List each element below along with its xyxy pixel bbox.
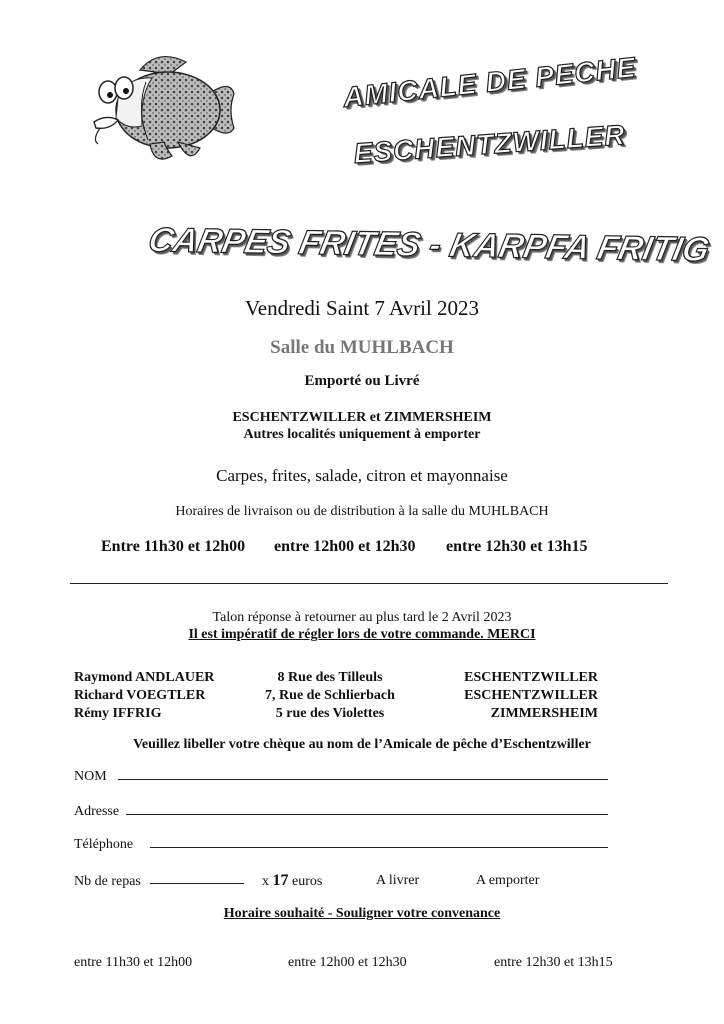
club-title-line1: AMICALE DE PECHE bbox=[341, 51, 638, 114]
event-mode: Emporté ou Livré bbox=[304, 373, 420, 389]
contact-name: Raymond ANDLAUER bbox=[74, 670, 215, 685]
nom-label: NOM bbox=[74, 769, 107, 784]
repas-label: Nb de repas bbox=[74, 874, 141, 889]
option-emporter[interactable]: A emporter bbox=[476, 873, 540, 888]
contact-town: ESCHENTZWILLER bbox=[464, 688, 598, 703]
schedule-intro: Horaires de livraison ou de distribution à la salle du MUHLBACH bbox=[175, 504, 549, 519]
contact-address: 8 Rue des Tilleuls bbox=[277, 670, 383, 685]
cheque-note: Veuillez libeller votre chèque au nom de l’Amicale de pêche d’Eschentzwiller bbox=[133, 737, 591, 752]
telephone-field[interactable] bbox=[150, 847, 608, 848]
form-slot-3[interactable]: entre 12h30 et 13h15 bbox=[494, 955, 613, 970]
carp-fish-icon bbox=[88, 48, 238, 170]
contact-addresses bbox=[260, 669, 400, 723]
price-value: 17 bbox=[272, 872, 289, 889]
event-venue: Salle du MUHLBACH bbox=[270, 337, 454, 358]
price bbox=[262, 872, 322, 890]
price-suffix: euros bbox=[292, 874, 323, 889]
club-title-line2: ESCHENTZWILLER bbox=[352, 119, 627, 170]
other-localities: Autres localités uniquement à emporter bbox=[243, 427, 481, 442]
adresse-label: Adresse bbox=[74, 804, 120, 819]
nom-field[interactable] bbox=[118, 779, 608, 780]
payment-notice: Il est impératif de régler lors de votre commande. MERCI bbox=[188, 627, 536, 642]
price-prefix: x bbox=[262, 874, 269, 889]
time-slot-3: entre 12h30 et 13h15 bbox=[446, 538, 588, 555]
form-slot-2[interactable]: entre 12h00 et 12h30 bbox=[288, 955, 407, 970]
reply-deadline: Talon réponse à retourner au plus tard le 2 Avril 2023 bbox=[212, 610, 512, 625]
option-livrer[interactable]: A livrer bbox=[376, 873, 420, 888]
time-slot-1: Entre 11h30 et 12h00 bbox=[101, 538, 246, 555]
delivery-area: ESCHENTZWILLER et ZIMMERSHEIM bbox=[232, 410, 492, 425]
contact-address: 7, Rue de Schlierbach bbox=[265, 688, 395, 703]
telephone-label: Téléphone bbox=[74, 837, 134, 852]
contact-name: Rémy IFFRIG bbox=[74, 706, 162, 721]
contact-names bbox=[74, 669, 214, 723]
contact-towns bbox=[440, 669, 598, 723]
time-slot-2: entre 12h00 et 12h30 bbox=[274, 538, 416, 555]
contact-town: ZIMMERSHEIM bbox=[490, 706, 598, 721]
event-date: Vendredi Saint 7 Avril 2023 bbox=[244, 296, 480, 320]
event-banner: CARPES FRITES - KARPFA FRITIG bbox=[145, 221, 713, 269]
adresse-field[interactable] bbox=[126, 814, 608, 815]
repas-field[interactable] bbox=[150, 883, 244, 884]
separator-line bbox=[70, 583, 668, 584]
contact-name: Richard VOEGTLER bbox=[74, 688, 206, 703]
menu-description: Carpes, frites, salade, citron et mayonnaise bbox=[216, 466, 508, 485]
form-slot-1[interactable]: entre 11h30 et 12h00 bbox=[74, 955, 193, 970]
contact-town: ESCHENTZWILLER bbox=[464, 670, 598, 685]
contact-address: 5 rue des Violettes bbox=[275, 706, 385, 721]
schedule-heading: Horaire souhaité - Souligner votre convenance bbox=[223, 906, 501, 921]
